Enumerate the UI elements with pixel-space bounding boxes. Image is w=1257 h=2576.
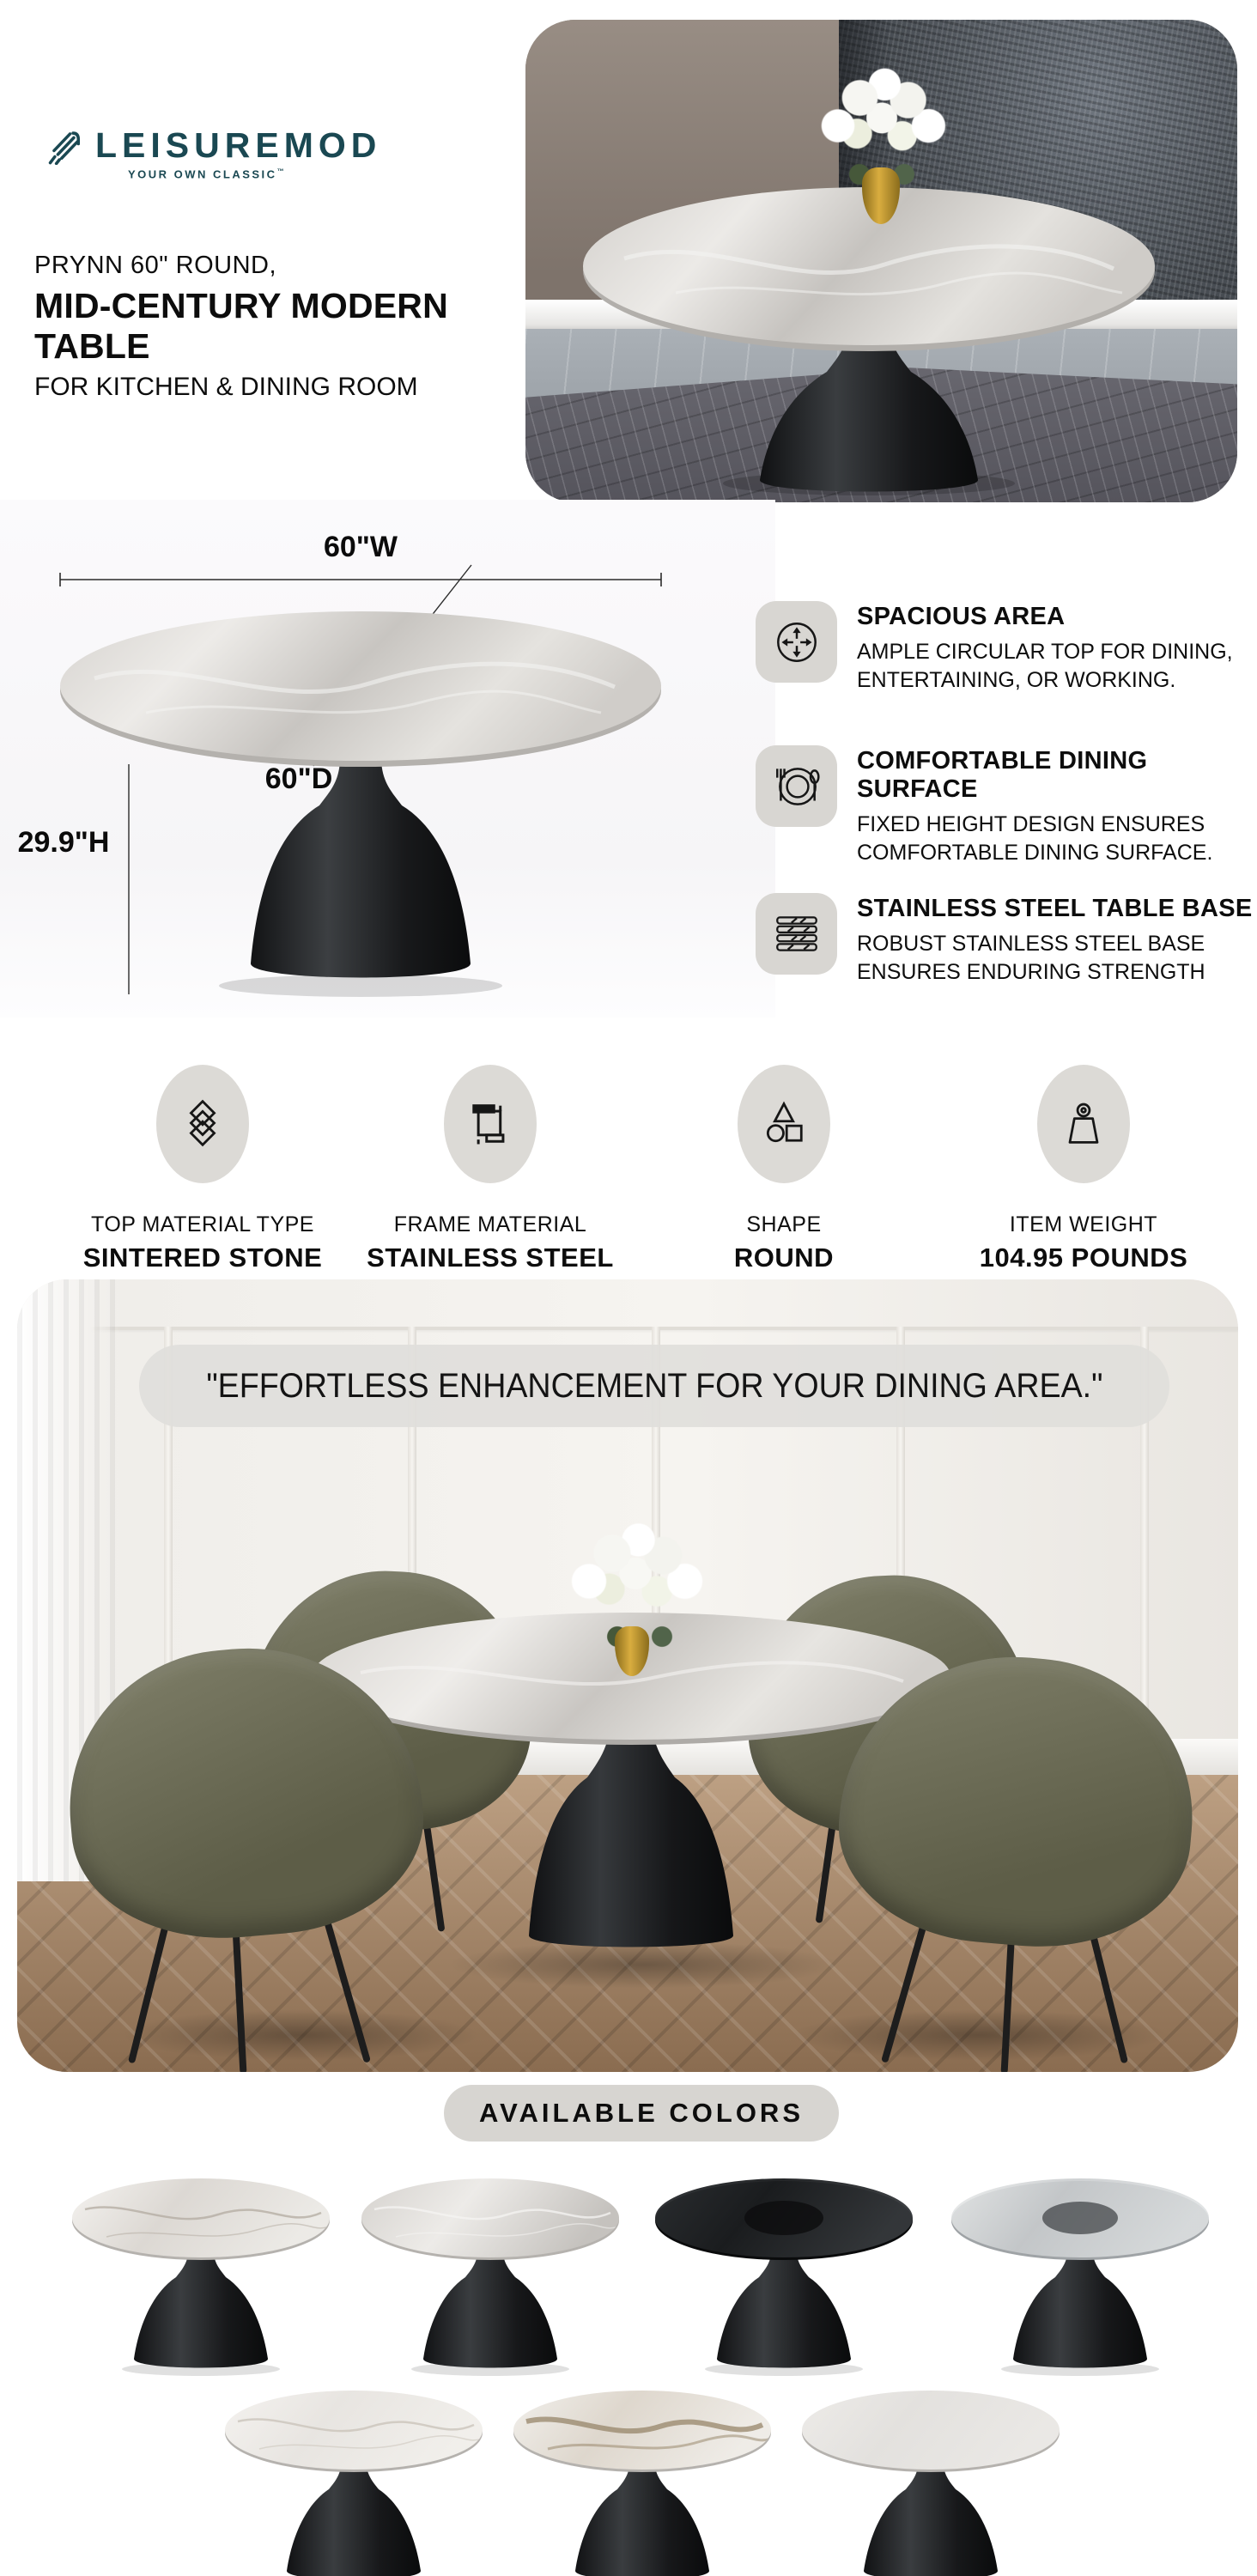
hero-product-photo bbox=[525, 20, 1237, 502]
available-colors-header bbox=[444, 2085, 839, 2142]
variant-table-graphic bbox=[59, 2177, 343, 2383]
feature-description: ROBUST STAINLESS STEEL BASE ENSURES ENDURING STRENGTH bbox=[857, 932, 1205, 984]
sintered-stone-icon bbox=[156, 1065, 249, 1183]
feature-title: SPACIOUS AREA bbox=[857, 603, 1066, 630]
variant-table-graphic bbox=[212, 2389, 495, 2576]
lounge-chair-icon bbox=[47, 129, 87, 169]
variant-table-graphic bbox=[642, 2177, 926, 2383]
color-variant-grey-marble bbox=[349, 2177, 632, 2383]
color-variant-white-marble bbox=[212, 2389, 495, 2576]
variant-table-graphic bbox=[938, 2177, 1222, 2383]
feature-title: STAINLESS STEEL TABLE BASE bbox=[857, 895, 1253, 922]
color-variant-smoked-glass bbox=[642, 2177, 926, 2383]
product-title bbox=[34, 252, 515, 402]
brand-logo bbox=[47, 125, 408, 185]
plate-cutlery-icon bbox=[756, 745, 837, 827]
wall-rail-molding bbox=[17, 1327, 1238, 1330]
feature-dining-surface bbox=[756, 745, 1257, 917]
brand-tagline: YOUR OWN CLASSIC™ bbox=[127, 167, 287, 181]
variant-table-graphic bbox=[501, 2389, 784, 2576]
chair-shadow bbox=[120, 2009, 481, 2061]
spec-value: ROUND bbox=[733, 1242, 835, 1273]
spec-value: 104.95 POUNDS bbox=[979, 1242, 1188, 1273]
title-line-3: FOR KITCHEN & DINING ROOM bbox=[34, 373, 418, 401]
trademark-symbol: ™ bbox=[276, 167, 287, 175]
color-variant-plain-white bbox=[789, 2389, 1072, 2576]
title-line-2: MID-CENTURY MODERN TABLE bbox=[34, 286, 448, 366]
spec-top-material bbox=[74, 1065, 331, 1273]
spec-label: TOP MATERIAL TYPE bbox=[91, 1212, 314, 1236]
hero-flower-bouquet bbox=[809, 64, 955, 176]
feature-description: FIXED HEIGHT DESIGN ENSURES COMFORTABLE DINING SURFACE. bbox=[857, 812, 1213, 865]
spec-label: SHAPE bbox=[746, 1212, 822, 1236]
available-colors-label: AVAILABLE COLORS bbox=[478, 2098, 804, 2128]
feature-description: AMPLE CIRCULAR TOP FOR DINING, ENTERTAINING, OR WORKING. bbox=[857, 640, 1233, 692]
width-dimension-label: 60"W bbox=[323, 531, 398, 563]
title-line-1: PRYNN 60" ROUND, bbox=[34, 252, 277, 279]
variant-table-graphic bbox=[349, 2177, 632, 2383]
quote-banner bbox=[139, 1345, 1169, 1427]
feature-steel-base bbox=[756, 893, 1257, 1065]
frame-icon bbox=[444, 1065, 537, 1183]
dimension-diagram bbox=[0, 515, 738, 1013]
flower-bouquet bbox=[558, 1520, 713, 1631]
shapes-icon bbox=[738, 1065, 830, 1183]
color-variant-clear-glass bbox=[938, 2177, 1222, 2383]
spec-value: STAINLESS STEEL bbox=[367, 1242, 614, 1273]
spec-item-weight bbox=[955, 1065, 1212, 1273]
variant-table-graphic bbox=[789, 2389, 1072, 2576]
color-variant-calacatta bbox=[501, 2389, 784, 2576]
spec-value: SINTERED STONE bbox=[82, 1242, 323, 1273]
lifestyle-photo bbox=[17, 1279, 1238, 2072]
depth-dimension-label: 60"D bbox=[264, 762, 333, 795]
spec-frame-material bbox=[361, 1065, 619, 1273]
brand-name: LEISUREMOD bbox=[95, 125, 382, 165]
color-variant-light-marble bbox=[59, 2177, 343, 2383]
spec-label: FRAME MATERIAL bbox=[393, 1212, 587, 1236]
spec-shape bbox=[655, 1065, 913, 1273]
weight-icon bbox=[1037, 1065, 1130, 1183]
expand-arrows-icon bbox=[756, 601, 837, 683]
feature-title: COMFORTABLE DINING SURFACE bbox=[857, 747, 1148, 803]
quote-text: "EFFORTLESS ENHANCEMENT FOR YOUR DINING AREA." bbox=[205, 1366, 1103, 1405]
steel-layers-icon bbox=[756, 893, 837, 975]
height-dimension-label: 29.9"H bbox=[17, 826, 110, 859]
spec-label: ITEM WEIGHT bbox=[1009, 1212, 1158, 1236]
